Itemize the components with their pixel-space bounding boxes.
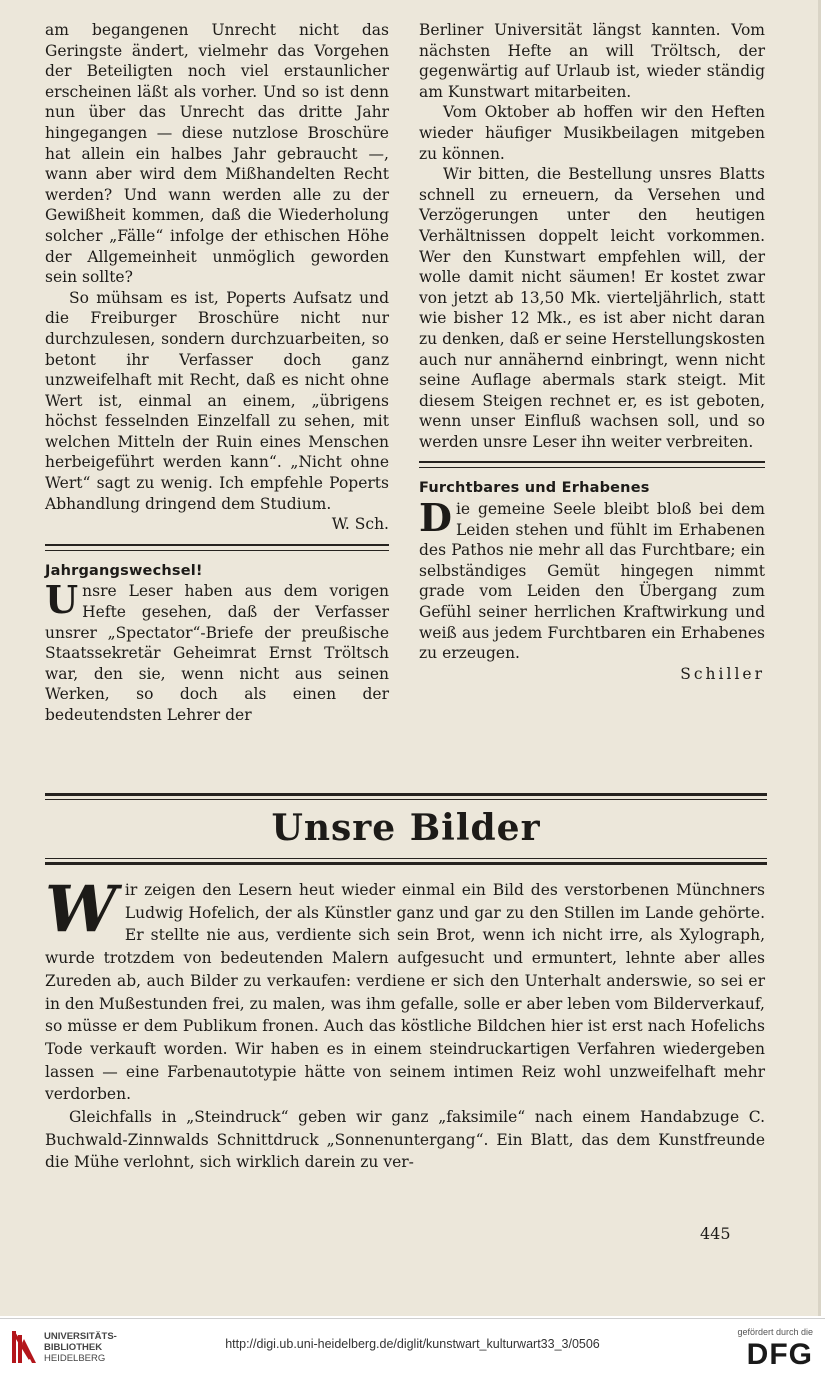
page-number: 445 [700, 1224, 731, 1243]
section-divider [45, 544, 389, 551]
right-paragraph-3: Wir bitten, die Bestellung unsres Blatts schnell zu erneuern, da Versehen und Verzögerungen unter den heutigen Verhältnissen doppelt leicht vorkommen. Wer den Kunstwart empfehlen will, der wolle damit nicht säumen! Er kostet zwar von jetzt ab 13,50 Mk. vierteljährlich, statt wie bisher 12 Mk., es ist aber nicht daran zu denken, daß er seine Herstellungskosten auch nur annähernd einbringt, wenn nicht seine Auflage abermals stark steigt. Mit diesem Steigen rechnet er, es ist geboten, wenn unser Einfluß wachsen soll, und so werden unsre Leser ihn weiter verbreiten. [419, 165, 765, 451]
section-heading-furchtbares: Furchtbares und Erhabenes [419, 480, 650, 497]
funded-by-label: gefördert durch die [737, 1327, 813, 1337]
bottom-paragraph-1 [45, 872, 765, 1106]
banner-rule-bottom [45, 858, 767, 865]
signature-w-sch: W. Sch. [331, 515, 389, 534]
right-paragraph-2: Vom Oktober ab hoffen wir den Heften wieder häufiger Musikbeilagen mitgeben zu können. [419, 103, 765, 163]
left-paragraph-3 [45, 577, 389, 725]
library-name-line-3: HEIDELBERG [44, 1353, 106, 1364]
right-paragraph-4 [419, 495, 765, 664]
bottom-section [45, 872, 765, 1174]
library-name-line-1: UNIVERSITÄTS- [44, 1331, 117, 1342]
signature-schiller: Schiller [680, 664, 765, 683]
library-name-line-2: BIBLIOTHEK [44, 1342, 103, 1353]
banner-rule-top [45, 793, 767, 800]
dfg-logo: DFG [746, 1338, 813, 1371]
section-divider [419, 461, 765, 468]
dropcap-w: W [45, 872, 117, 947]
dropcap-u: U [45, 577, 79, 623]
source-url-link[interactable]: http://digi.ub.uni-heidelberg.de/diglit/kunstwart_kulturwart33_3/0506 [225, 1337, 600, 1351]
left-column [45, 20, 389, 726]
right-column [419, 20, 765, 684]
banner-title: Unsre Bilder [271, 807, 541, 849]
left-paragraph-2: So mühsam es ist, Poperts Aufsatz und die Freiburger Broschüre nicht nur durchzulesen, sondern durchzuarbeiten, so betont ihr Verfasser doch ganz unzweifelhaft mit Recht, daß es nicht ohne Wert ist, einmal an einem, „übrigens höchst fesselnden Einzelfall zu sehen, mit welchen Mitteln der Ruin eines Menschen herbeigeführt werden kann“. „Nicht ohne Wert“ sagt zu wenig. Ich empfehle Poperts Abhandlung dringend dem Studium. [45, 288, 389, 513]
bottom-paragraph-1-text: ir zeigen den Lesern heut wieder einmal ein Bild des verstorbenen Münchners Ludwig Hofelich, der als Künstler ganz und gar zu den Stillen im Lande gehörte. Er stellte nie aus, verdiente sich sein Brot, wenn ich nicht irre, als Xylograph, wurde trotzdem von bedeutenden Malern aufgesucht und ermuntert, lehnte aber alles Zureden ab, auch Bilder zu verkaufen: verdiene er sich den Unterhalt anderswie, so sei er in den Mußestunden frei, zu malen, was ihm gefalle, solle er aber leben vom Bilderverkauf, so müsse er dem Publikum fronen. Auch das köstliche Bildchen hier ist erst nach Hofelichs Tode verkauft worden. Wir haben es in einem steindruckartigen Verfahren wiedergeben lassen — eine Farbenautotypie hätte von seinem intimen Reiz wohl unzweifelhaft mehr verdorben. [45, 881, 765, 1104]
bottom-paragraph-2: Gleichfalls in „Steindruck“ geben wir ganz „faksimile“ nach einem Handabzuge C. Buchwald-Zinnwalds Schnittdruck „Sonnenuntergang“. Ein Blatt, das dem Kunstfreunde die Mühe verlohnt, sich wirklich darein zu ver- [45, 1108, 765, 1172]
section-heading-jahrgangswechsel: Jahrgangswechsel! [45, 562, 203, 579]
left-paragraph-1: am begangenen Unrecht nicht das Geringste ändert, vielmehr das Vorgehen der Beteiligten noch viel erstaunlicher erscheinen läßt als vorher. Und so ist denn nun über das Unrecht das dritte Jahr hingegangen — diese nutzlose Broschüre hat allein ein halbes Jahr gebraucht —, wann aber wird dem Mißhandelten Recht werden? Und wann werden alle zu der Gewißheit kommen, daß die Wiederholung solcher „Fälle“ infolge der ethischen Höhe der Allgemeinheit unmöglich geworden sein sollte? [45, 21, 389, 287]
dropcap-d: D [419, 495, 452, 541]
left-paragraph-3-text: nsre Leser haben aus dem vorigen Hefte gesehen, daß der Verfasser unsrer „Spectator“-Briefe der preußische Staatssekretär Geheimrat Ernst Tröltsch war, den sie, wenn nicht aus seinen Werken, so doch als einen der bedeutendsten Lehrer der [45, 582, 389, 724]
right-paragraph-4-text: ie gemeine Seele bleibt bloß bei dem Leiden stehen und fühlt im Erhabenen des Pathos nie mehr all das Furchtbare; ein selbständiges Gemüt hingegen nimmt grade vom Leiden den Übergang zum Gefühl seiner herrlichen Kraftwirkung und weiß aus jedem Furchtbaren ein Erhabenes zu erzeugen. [419, 500, 765, 663]
viewer-footer [0, 1318, 825, 1379]
right-paragraph-1: Berliner Universität längst kannten. Vom nächsten Hefte an will Tröltsch, der gegenwärtig auf Urlaub ist, wieder ständig am Kunstwart mitarbeiten. [419, 21, 765, 101]
